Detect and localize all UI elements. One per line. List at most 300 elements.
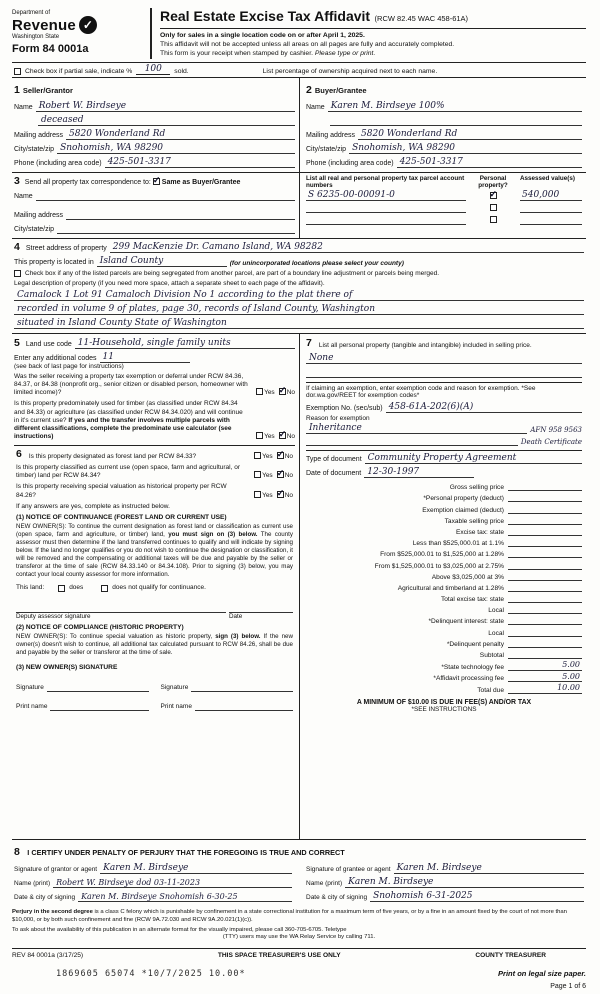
seller-mailing-label: Mailing address	[14, 131, 64, 139]
money-line-label: Exemption claimed (deduct)	[422, 506, 504, 514]
section-4-property	[12, 238, 586, 333]
grantor-column	[14, 860, 292, 902]
grantee-sig-row	[306, 863, 584, 874]
reason-label: Reason for exemption	[306, 415, 370, 423]
money-line-label: Local	[488, 607, 504, 615]
street-address-value: 299 MacKenzie Dr. Camano Island, WA 98282	[112, 241, 323, 252]
revenue-wordmark-row	[12, 16, 150, 34]
parcel-field-3[interactable]	[306, 213, 466, 225]
does-not-checkbox[interactable]	[101, 585, 108, 592]
legal-line-field	[14, 290, 584, 301]
grantor-sig-field[interactable]	[100, 863, 292, 874]
notice-continuance-a: NEW OWNER(S): To continue the current designation as forest land or classification as current use (open space, farm and agriculture, or timber) land,	[16, 522, 293, 538]
money-line-label: Agricultural and timberland at 1.28%	[397, 584, 504, 592]
money-line-field[interactable]	[508, 572, 582, 581]
money-line	[306, 684, 582, 693]
section-2-number: 2	[306, 83, 312, 96]
cashier-stamp: 1869605 65074 *10/7/2025 10.00*	[56, 969, 246, 979]
forest-question-row	[16, 448, 293, 461]
rev-number: REV 84 0001a (3/17/25)	[12, 952, 84, 959]
partial-sale-label: Check box if partial sale, indicate %	[25, 67, 133, 75]
timber-question-text: Is this property predominately used for timber (as classified under RCW 84.34 and 84.33) or agriculture (as classified under RCW 84.34.020) and will continue in it's current use?	[14, 400, 243, 424]
currentuse-yes-label: Yes	[262, 472, 273, 480]
owner-print-1	[16, 700, 149, 711]
section-1-number: 1	[14, 83, 20, 96]
section-3-heading	[14, 175, 295, 187]
owner-sig-2-field[interactable]	[191, 681, 293, 692]
rcw-reference: (RCW 82.45 WAC 458-61A)	[374, 14, 469, 23]
money-line-label: Gross selling price	[449, 484, 504, 492]
unincorporated-note: (for unincorporated locations please select your county)	[229, 259, 404, 267]
buyer-phone-value: 425-501-3317	[399, 156, 463, 167]
perjury-rest: is a class C felony which is punishable by confinement in a state correctional institution for a maximum term of five years, or by a fine in an amount fixed by the court of not more than $10,000, or by both such confinement and fine (RCW 9A.72.030 and RCW 9A.20.021(1)(c)).	[12, 909, 567, 923]
section-1-2-row	[12, 77, 586, 172]
money-line	[306, 605, 582, 614]
additional-codes-row	[14, 352, 295, 363]
money-line-field[interactable]	[508, 527, 582, 536]
owner-print-2-label: Print name	[160, 703, 192, 711]
money-line-field[interactable]	[508, 594, 582, 603]
buyer-name-field-2[interactable]	[330, 115, 582, 126]
print-legal-note: Print on legal size paper.	[498, 969, 586, 978]
historic-no-checkbox[interactable]	[277, 491, 284, 498]
same-as-buyer-label: Same as Buyer/Grantee	[161, 178, 241, 186]
grantee-sig-value: Karen M. Birdseye	[396, 862, 482, 873]
deputy-labels-row	[16, 613, 293, 620]
minimum-due-note: A MINIMUM OF $10.00 IS DUE IN FEE(S) AND/OR TAX	[356, 698, 532, 706]
section-5-6-7-row	[12, 333, 586, 839]
signature-grid	[14, 860, 584, 902]
money-line-label: *Delinquent penalty	[446, 640, 504, 648]
section-1-seller	[12, 78, 299, 172]
personal-property-row-2	[306, 367, 582, 378]
currentuse-yes-checkbox[interactable]	[254, 471, 261, 478]
doc-type-row	[306, 453, 582, 464]
additional-codes-label: Enter any additional codes	[14, 355, 97, 363]
money-line	[306, 516, 582, 525]
legal-size-block	[498, 969, 586, 990]
buyer-phone-field[interactable]	[397, 157, 582, 168]
assessed-field-3[interactable]	[520, 213, 582, 225]
corr-mailing-label: Mailing address	[14, 211, 64, 219]
seller-mailing-value: 5820 Wonderland Rd	[69, 128, 166, 139]
personal-cell-1	[472, 189, 514, 201]
section-8-heading	[14, 842, 584, 860]
money-line-field[interactable]	[508, 673, 582, 682]
buyer-phone-row	[306, 157, 582, 168]
section-3-correspondence	[12, 173, 299, 238]
notice-compliance-b: sign (3) below.	[215, 633, 261, 641]
timber-question	[14, 400, 248, 441]
seller-mailing-row	[14, 129, 295, 140]
section-5-landuse	[14, 336, 295, 441]
buyer-name-row-2	[306, 115, 582, 126]
form-title: Real Estate Excise Tax Affidavit	[160, 8, 371, 24]
does-checkbox[interactable]	[58, 585, 65, 592]
money-line-label: Less than $525,000.01 at 1.1%	[412, 540, 504, 548]
money-line	[306, 482, 582, 491]
buyer-mailing-label: Mailing address	[306, 131, 356, 139]
grantee-name-value: Karen M. Birdseye	[348, 876, 434, 887]
buyer-mailing-value: 5820 Wonderland Rd	[361, 128, 458, 139]
deferral-yn	[252, 388, 295, 397]
doc-type-value: Community Property Agreement	[367, 452, 517, 463]
seller-name-row-2	[14, 115, 295, 126]
timber-question-bold: If yes and the transfer involves multiple parcels with different classifications, complete the predominate use calculator (see instructions)	[14, 416, 232, 440]
grantor-sig-value: Karen M. Birdseye	[103, 862, 189, 873]
money-line-label: *Affidavit processing fee	[433, 675, 504, 683]
grantor-name-value: Robert W. Birdseye dod 03-11-2023	[56, 877, 201, 887]
additional-codes-field[interactable]	[100, 352, 190, 363]
corr-name-field[interactable]	[36, 190, 295, 201]
owner-sig-1-label: Signature	[16, 684, 44, 692]
grantor-date-label: Date & city of signing	[14, 894, 76, 902]
new-owners-signature-title: (3) NEW OWNER(S) SIGNATURE	[16, 664, 118, 672]
corr-mailing-field[interactable]	[66, 209, 295, 220]
revenue-logo-block	[12, 8, 150, 59]
money-line	[306, 572, 582, 581]
deputy-row	[16, 602, 293, 613]
forest-yn	[250, 452, 293, 461]
money-line	[306, 628, 582, 637]
parcel-field-1[interactable]	[306, 189, 466, 201]
reason-note-1: AFN 958 9563	[530, 426, 582, 435]
money-line-field[interactable]	[508, 616, 582, 625]
personal-property-field-2[interactable]	[306, 367, 582, 378]
money-line-field[interactable]	[508, 538, 582, 547]
grantor-name-field[interactable]	[53, 877, 292, 888]
street-address-row	[14, 241, 584, 253]
personal-property-field[interactable]	[306, 353, 582, 364]
money-line-field[interactable]	[508, 605, 582, 614]
grantee-sig-label: Signature of grantee or agent	[306, 866, 391, 874]
grantor-sig-label: Signature of grantor or agent	[14, 866, 98, 874]
deferral-no-label: No	[286, 389, 295, 397]
owner-sig-1-field[interactable]	[47, 681, 149, 692]
segregated-row	[14, 270, 584, 278]
exemption-no-row	[306, 402, 582, 413]
seller-city-field[interactable]	[57, 143, 295, 154]
currentuse-question-row	[16, 464, 293, 480]
legal-line-value: Camalock 1 Lot 91 Camaloch Division No 1 according to the plat there of	[17, 289, 353, 300]
reason-field-2[interactable]	[306, 435, 518, 446]
partial-sale-percent-field[interactable]: 100	[136, 65, 170, 75]
notice-compliance-c: If the new owner(s) doesn't wish to continue, all additional tax calculated pursuant to RCW 84.26, shall be due and payable by the seller or transferor at the time of sale.	[16, 633, 293, 657]
personal-property-checkbox-2[interactable]	[490, 204, 497, 211]
certify-title: I CERTIFY UNDER PENALTY OF PERJURY THAT THE FOREGOING IS TRUE AND CORRECT	[27, 848, 345, 858]
grantor-name-row	[14, 877, 292, 888]
deferral-yes-checkbox[interactable]	[256, 388, 263, 395]
personal-property-header: Personal property?	[478, 174, 508, 190]
currentuse-no-label: No	[284, 472, 293, 480]
deferral-no-checkbox[interactable]	[279, 388, 286, 395]
grantee-sig-field[interactable]	[394, 863, 584, 874]
buyer-mailing-field[interactable]	[358, 129, 582, 140]
seller-city-row	[14, 143, 295, 154]
money-line	[306, 549, 582, 558]
partial-sale-row	[12, 62, 586, 77]
money-line	[306, 538, 582, 547]
landuse-field[interactable]	[75, 338, 295, 349]
reason-note-2: Death Certificate	[520, 438, 582, 447]
seller-city-value: Snohomish, WA 98290	[60, 142, 164, 153]
section-4-number: 4	[14, 240, 20, 253]
legal-description-label: Legal description of property (if you need more space, attach a separate sheet to each page of the affidavit).	[14, 280, 325, 288]
doc-type-field[interactable]	[365, 453, 582, 464]
does-not-label: does not qualify for continuance.	[112, 584, 206, 592]
money-line-field[interactable]	[508, 639, 582, 648]
money-line	[306, 616, 582, 625]
county-treasurer-label: COUNTY TREASURER	[475, 952, 546, 959]
section-6-designation	[14, 445, 295, 835]
grantee-date-field[interactable]	[370, 891, 584, 902]
assessed-value-header: Assessed value(s)	[520, 174, 575, 182]
stamp-row	[12, 969, 586, 990]
money-line-field[interactable]	[508, 650, 582, 659]
money-line-field[interactable]	[508, 505, 582, 514]
buyer-phone-label: Phone (including area code)	[306, 159, 394, 167]
money-line-field[interactable]	[508, 561, 582, 570]
forest-yes-checkbox[interactable]	[254, 452, 261, 459]
grantee-date-value: Snohomish 6-31-2025	[373, 890, 473, 901]
historic-yn	[250, 491, 293, 500]
money-line-label: From $525,000.01 to $1,525,000 at 1.28%	[380, 551, 504, 559]
seller-name-value: Robert W. Birdseye	[38, 100, 127, 111]
money-line	[306, 505, 582, 514]
grantor-date-field[interactable]	[78, 891, 292, 902]
header-note-2: This affidavit will not be accepted unless all areas on all pages are fully and accurately completed.	[160, 41, 455, 49]
assessed-value-1: 540,000	[522, 189, 560, 200]
street-address-field[interactable]	[110, 242, 584, 253]
owner-signature-row	[16, 681, 293, 692]
money-line-field[interactable]	[508, 661, 582, 670]
doc-date-field[interactable]	[364, 467, 474, 478]
forest-yes-label: Yes	[262, 453, 273, 461]
section-2-heading	[306, 80, 582, 98]
reason-row-2	[306, 435, 582, 446]
money-line-label: Subtotal	[479, 652, 504, 660]
title-row	[160, 8, 586, 29]
money-line-label: Total excise tax: state	[440, 596, 504, 604]
legal-line-value: situated in Island County State of Washington	[17, 317, 227, 328]
section-7-number: 7	[306, 337, 312, 350]
deputy-signature-label: Deputy assessor signature	[16, 613, 91, 621]
parcel-table	[306, 175, 582, 225]
header-notes	[160, 29, 586, 59]
money-line-label: Total due	[477, 686, 504, 694]
personal-property-intro: List all personal property (tangible and intangible) included in selling price.	[318, 342, 532, 350]
parcel-field-2[interactable]	[306, 201, 466, 213]
notice-continuance-b: you must sign on (3) below.	[168, 530, 258, 538]
doc-date-value: 12-30-1997	[367, 466, 420, 477]
money-line-field[interactable]	[508, 482, 582, 491]
money-line-field[interactable]	[508, 549, 582, 558]
partial-sale-checkbox[interactable]	[14, 68, 21, 75]
notice-continuance-c: The county assessor must then determine if the land transferred continues to qualify and will indicate by signing below. If the land no longer qualifies or you do not wish to continue the designation or classification, it will be removed and the compensating or additional taxes will be due and payable by the seller or transferor at the time of sale (RCW 84.33.140 or 84.34.108). Prior to signing (3) below, you may contact your local county assessor for more information.	[16, 530, 293, 579]
form-footer	[12, 906, 586, 990]
deputy-date-label: Date	[229, 613, 243, 621]
doc-date-row	[306, 467, 582, 478]
personal-property-checkbox-3[interactable]	[490, 216, 497, 223]
located-in-field[interactable]	[97, 256, 227, 267]
money-line-field[interactable]	[508, 628, 582, 637]
additional-codes-note: (see back of last page for instructions)	[14, 363, 124, 371]
landuse-row	[14, 337, 295, 349]
exemption-no-field[interactable]	[386, 402, 582, 413]
historic-question: Is this property receiving special valuation as historical property per RCW 84.26?	[16, 483, 227, 499]
reason-field[interactable]	[306, 423, 527, 434]
buyer-city-field[interactable]	[349, 143, 582, 154]
grantee-date-row	[306, 891, 584, 902]
exemption-no-value: 458-61A-202(6)(A)	[388, 401, 474, 412]
seller-name-field-2[interactable]	[38, 115, 295, 126]
seller-phone-field[interactable]	[105, 157, 295, 168]
send-correspondence-label: Send all property tax correspondence to:	[24, 178, 151, 186]
perjury-bold: Perjury in the second degree	[12, 909, 93, 916]
timber-yes-label: Yes	[264, 432, 275, 440]
legal-description-line[interactable]	[14, 304, 584, 315]
timber-no-checkbox[interactable]	[279, 432, 286, 439]
alt-format-note	[12, 927, 586, 942]
money-line-label: Local	[488, 629, 504, 637]
money-line	[306, 594, 582, 603]
money-line-field[interactable]	[508, 684, 582, 693]
assessed-field-1[interactable]	[520, 189, 582, 201]
landuse-label: Land use code	[25, 341, 72, 349]
corr-city-field[interactable]	[57, 223, 295, 234]
exemption-no-label: Exemption No. (sec/sub)	[306, 405, 383, 413]
money-line-field[interactable]	[508, 516, 582, 525]
grantor-date-row	[14, 891, 292, 902]
section-8-certify	[12, 839, 586, 906]
legal-line-field	[14, 304, 584, 315]
money-line	[306, 673, 582, 682]
seller-name-label: Name	[14, 103, 33, 111]
section-3-number: 3	[14, 174, 20, 187]
seller-name-value-2: deceased	[41, 114, 84, 125]
section-7-heading	[306, 337, 582, 350]
landuse-value: 11-Household, single family units	[77, 337, 231, 348]
personal-property-checkbox-1[interactable]	[490, 192, 497, 199]
perjury-note	[12, 909, 586, 924]
currentuse-no-checkbox[interactable]	[277, 471, 284, 478]
notice-compliance-body	[16, 633, 293, 657]
money-line	[306, 561, 582, 570]
money-line-label: Excise tax: state	[455, 528, 504, 536]
same-as-buyer-checkbox[interactable]	[153, 178, 160, 185]
money-line-label: Above $3,025,000 at 3%	[431, 573, 504, 581]
seller-name-field[interactable]	[36, 101, 295, 112]
see-instructions-note: *SEE INSTRUCTIONS	[411, 705, 477, 713]
historic-yes-checkbox[interactable]	[254, 491, 261, 498]
money-line	[306, 583, 582, 592]
washington-state-label: Washington State	[12, 34, 60, 40]
assessed-field-2[interactable]	[520, 201, 582, 213]
owner-sig-1	[16, 681, 149, 692]
money-line	[306, 639, 582, 648]
treasurer-space-label: THIS SPACE TREASURER'S USE ONLY	[217, 952, 341, 959]
owner-print-row	[16, 700, 293, 711]
corr-name-label: Name	[14, 192, 33, 200]
corr-name-row	[14, 190, 295, 201]
historic-question-row	[16, 483, 293, 499]
grantor-name-label: Name (print)	[14, 880, 51, 888]
page-indicator: Page 1 of 6	[550, 983, 586, 990]
segregated-label: Check box if any of the listed parcels are being segregated from another parcel, are part of a boundary line adjustment or parcels being merged.	[25, 269, 440, 277]
money-line-value: 10.00	[557, 683, 580, 693]
legal-description-lines	[14, 290, 584, 329]
owner-print-2-field[interactable]	[195, 700, 293, 711]
section-7-tax	[299, 334, 586, 839]
money-lines	[306, 482, 582, 694]
forest-no-checkbox[interactable]	[277, 452, 284, 459]
owner-print-1-label: Print name	[16, 703, 48, 711]
does-label: does	[69, 584, 84, 592]
timber-no-label: No	[286, 432, 295, 440]
header-note-3-text: This form is your receipt when stamped by cashier.	[160, 50, 313, 58]
money-line-label: Taxable selling price	[444, 517, 504, 525]
corr-city-label: City/state/zip	[14, 225, 55, 233]
seller-phone-label: Phone (including area code)	[14, 159, 102, 167]
additional-codes-value: 11	[102, 351, 114, 362]
title-block	[150, 8, 586, 59]
grantee-name-field[interactable]	[345, 877, 584, 888]
segregated-checkbox[interactable]	[14, 270, 21, 277]
personal-property-value: None	[309, 352, 334, 363]
exemption-note: If claiming an exemption, enter exemption code and reason for exemption. *See dor.wa.gov/REET for exemption codes*	[306, 382, 582, 399]
owner-print-1-field[interactable]	[50, 700, 148, 711]
owner-print-2	[161, 700, 294, 711]
legal-description-line[interactable]	[14, 318, 584, 329]
seller-mailing-field[interactable]	[66, 129, 295, 140]
legal-line-value: recorded in volume 9 of plates, page 30, records of Island County, Washington	[17, 303, 375, 314]
grantee-name-row	[306, 877, 584, 888]
buyer-name-field[interactable]	[328, 101, 582, 112]
section-3-row	[12, 172, 586, 238]
money-line	[306, 661, 582, 670]
money-line-field[interactable]	[508, 493, 582, 502]
revenue-logo-icon: ✓	[79, 16, 97, 34]
timber-yes-checkbox[interactable]	[256, 432, 263, 439]
land-qualify-row	[16, 584, 293, 592]
money-line-value: 5.00	[562, 660, 580, 670]
currentuse-yn	[250, 471, 293, 480]
section-8-number: 8	[14, 846, 20, 859]
legal-description-line[interactable]	[14, 290, 584, 301]
located-in-value: Island County	[99, 255, 164, 266]
grantee-name-label: Name (print)	[306, 880, 343, 888]
reason-value: Inheritance	[309, 422, 362, 433]
owner-sig-2	[161, 681, 294, 692]
forest-question: Is this property designated as forest land per RCW 84.33?	[28, 453, 197, 461]
deferral-question-row	[14, 373, 295, 397]
notice-compliance-a: NEW OWNER(S): To continue special valuation as historic property,	[16, 633, 213, 641]
header-note-3	[160, 49, 586, 58]
historic-yes-label: Yes	[262, 491, 273, 499]
buyer-mailing-row	[306, 129, 582, 140]
parcel-number-header: List all real and personal property tax parcel account numbers	[306, 174, 465, 190]
deputy-date-field[interactable]	[229, 602, 293, 613]
personal-cell-3	[472, 213, 514, 225]
grantee-date-label: Date & city of signing	[306, 894, 368, 902]
rev-row	[12, 948, 586, 959]
buyer-name-row	[306, 101, 582, 112]
deputy-signature-field[interactable]	[16, 602, 226, 613]
money-line-field[interactable]	[508, 583, 582, 592]
located-in-label: This property is located in	[14, 258, 94, 266]
money-line-label: *State technology fee	[441, 663, 504, 671]
corr-mailing-row	[14, 209, 295, 220]
